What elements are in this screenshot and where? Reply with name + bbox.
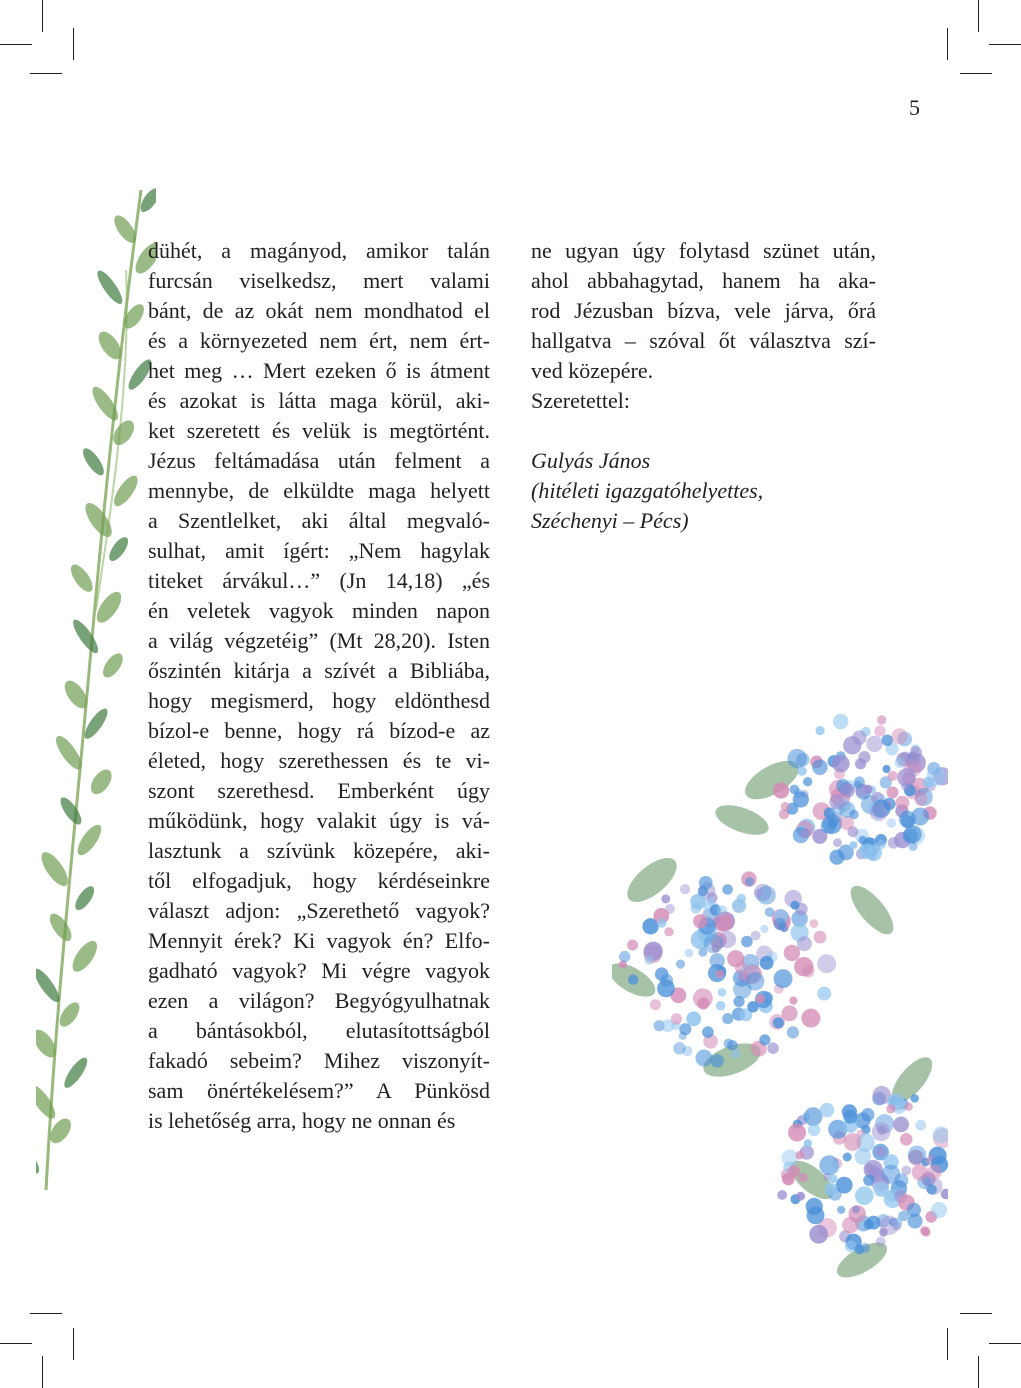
hydrangea-petal (716, 970, 724, 978)
hydrangea-petal (722, 1013, 733, 1024)
crop-mark (42, 1356, 43, 1388)
hydrangea-petal (931, 1202, 947, 1218)
hydrangea-petal (737, 894, 747, 904)
hydrangea-leaf (620, 850, 684, 910)
hydrangea-petal (915, 1120, 926, 1131)
hydrangea-petal (829, 794, 844, 809)
hydrangea-petal (833, 714, 848, 729)
vine-leaf (68, 937, 102, 976)
text-line: titeket árvákul…” (Jn 14,18) „és (148, 568, 490, 593)
signature-school: Széchenyi – Pécs) (531, 508, 689, 533)
hydrangea-petal (843, 736, 861, 754)
hydrangea-petal (886, 1104, 895, 1113)
hydrangea-petal (854, 781, 862, 789)
hydrangea-petal (908, 1146, 927, 1165)
hydrangea-petal (855, 1245, 865, 1255)
hydrangea-petal (704, 934, 724, 954)
text-line: őszintén kitárja a szívét a Bibliába, (148, 658, 490, 683)
hydrangea-petal (876, 1237, 886, 1247)
text-line: ved közepére. (531, 358, 654, 383)
hydrangea-petal (832, 755, 849, 772)
hydrangea-petal (702, 1026, 714, 1038)
vine-leaf (99, 650, 127, 681)
hydrangea-petal (789, 997, 797, 1005)
crop-mark (960, 1313, 992, 1314)
text-line: gadható vagyok? Mi végre vagyok (148, 958, 490, 983)
hydrangea-petal (891, 728, 907, 744)
hydrangea-petal (870, 803, 888, 821)
vine-leaf (36, 1081, 60, 1122)
text-line: ket szeretett és velük is megtörtént. (148, 418, 490, 443)
hydrangea-petal (821, 818, 837, 834)
hydrangea-petal (875, 1146, 886, 1157)
hydrangea-petal (808, 1124, 821, 1137)
text-line: a Szentlelket, aki által megvaló- (148, 508, 490, 533)
vine-illustration (36, 180, 156, 1190)
hydrangea-petal (788, 1165, 800, 1177)
hydrangea-petal (798, 1173, 807, 1182)
text-line: ahol abbahagytad, hanem ha aka- (531, 268, 876, 293)
vine-leaf (73, 821, 105, 859)
hydrangea-petal (731, 1049, 741, 1059)
vine-leaf (87, 766, 116, 798)
hydrangea-petal (895, 757, 906, 768)
hydrangea-petal (914, 793, 927, 806)
hydrangea-petal (825, 1160, 839, 1174)
text-line: Mennyit érek? Ki vagyok én? Elfo- (148, 928, 490, 953)
hydrangea-petal (850, 841, 858, 849)
text-line: sam önértékelésem?” A Pünkösd (148, 1078, 490, 1103)
hydrangea-petal (882, 735, 894, 747)
crop-mark (30, 1313, 62, 1314)
text-line: lasztunk a szívünk közepére, aki- (148, 838, 490, 863)
hydrangea-petal (773, 1017, 784, 1028)
vine-leaf (37, 848, 73, 890)
hydrangea-petal (733, 996, 744, 1007)
text-line: és azokat is látta maga körül, aki- (148, 388, 490, 413)
vine-leaf (93, 267, 126, 307)
text-line: mennybe, de elküldte maga helyett (148, 478, 490, 503)
hydrangea-petal (881, 1165, 900, 1184)
hydrangea-petal (852, 1206, 860, 1214)
hydrangea-petal (825, 1183, 838, 1196)
crop-mark (947, 1328, 948, 1360)
hydrangea-petal (814, 931, 827, 944)
hydrangea-petal (727, 950, 744, 967)
hydrangea-petal (858, 751, 870, 763)
text-line: het meg … Mert ezeken ő is átment (148, 358, 490, 383)
hydrangea-petal (782, 1005, 798, 1021)
hydrangea-petal (801, 1009, 820, 1028)
hydrangea-petal (777, 1190, 787, 1200)
hydrangea-petal (863, 785, 872, 794)
hydrangea-leaf (844, 879, 901, 940)
hydrangea-petal (874, 1181, 889, 1196)
crop-mark (989, 44, 1021, 45)
hydrangea-petal (657, 918, 666, 927)
hydrangea-petal (679, 1032, 687, 1040)
hydrangea-petal (900, 1133, 913, 1146)
hydrangea-petal (901, 782, 910, 791)
hydrangea-petal (664, 927, 673, 936)
hydrangea-petal (790, 901, 799, 910)
hydrangea-petal (905, 1103, 913, 1111)
hydrangea-petal (627, 940, 638, 951)
vine-leaf (79, 445, 107, 478)
hydrangea-petal (927, 1165, 942, 1180)
crop-mark (978, 0, 979, 32)
hydrangea-petal (802, 965, 814, 977)
hydrangea-petal (718, 988, 727, 997)
hydrangea-petal (901, 1166, 911, 1176)
hydrangea-petal (767, 1042, 779, 1054)
signature-role: (hitéleti igazgatóhelyettes, (531, 478, 764, 503)
hydrangea-petal (888, 771, 898, 781)
hydrangea-petal (807, 1206, 825, 1224)
hydrangea-petal (820, 1103, 834, 1117)
hydrangea-petal (817, 987, 831, 1001)
closing-line: Szeretettel: (531, 388, 630, 413)
vine-leaf (106, 534, 132, 564)
crop-mark (947, 28, 948, 60)
hydrangea-petal (877, 715, 886, 724)
text-line: én veletek vagyok minden napon (148, 598, 490, 623)
hydrangea-petal (906, 752, 920, 766)
left-text-column (148, 236, 490, 1136)
hydrangea-petal (722, 884, 733, 895)
hydrangea-petal (893, 1117, 909, 1133)
text-line: ne ugyan úgy folytasd szünet után, (531, 238, 876, 263)
hydrangea-petal (872, 1122, 891, 1141)
text-line: a bántásokból, elutasítottságból (148, 1018, 490, 1043)
hydrangea-petal (867, 1216, 881, 1230)
hydrangea-petal (803, 777, 812, 786)
hydrangea-petal (801, 828, 811, 838)
hydrangea-petal (844, 1133, 862, 1151)
hydrangea-petal (907, 1203, 921, 1217)
hydrangea-petal (829, 850, 844, 865)
text-line: től elfogadjuk, hogy kérdéseinkre (148, 868, 490, 893)
hydrangea-petal (941, 1189, 948, 1199)
hydrangea-petal (874, 725, 885, 736)
hydrangea-petal (759, 1034, 770, 1045)
hydrangea-petal (840, 783, 855, 798)
signature-name: Gulyás János (531, 448, 651, 473)
hydrangea-petal (751, 931, 761, 941)
hydrangea-petal (861, 1108, 874, 1121)
text-line: hallgatva – szóval őt választva szí- (531, 328, 876, 353)
hydrangea-petal (887, 818, 896, 827)
hydrangea-petal (660, 974, 673, 987)
hydrangea-petal (923, 777, 934, 788)
hydrangea-petal (717, 905, 728, 916)
hydrangea-petal (809, 1225, 828, 1244)
text-line: hogy megismerd, hogy eldönthesd (148, 688, 490, 713)
hydrangea-petal (747, 1001, 758, 1012)
right-text-column (531, 236, 876, 536)
hydrangea-petal (619, 951, 630, 962)
vine-leaf (46, 910, 76, 944)
hydrangea-petal (855, 1186, 874, 1205)
hydrangea-petal (793, 791, 809, 807)
hydrangea-petal (879, 1228, 888, 1237)
hydrangea-petal (685, 949, 694, 958)
hydrangea-petal (673, 1042, 686, 1055)
hydrangea-petal (755, 889, 763, 897)
hydrangea-petal (796, 1192, 805, 1201)
hydrangea-petal (883, 765, 891, 773)
hydrangea-petal (693, 914, 707, 928)
hydrangea-petal (817, 954, 836, 973)
hydrangea-petal (912, 1164, 928, 1180)
hydrangea-petal (773, 782, 789, 798)
hydrangea-petal (797, 936, 812, 951)
crop-mark (73, 1328, 74, 1360)
crop-mark (989, 1343, 1021, 1344)
hydrangea-petal (887, 786, 899, 798)
hydrangea-petal (858, 836, 867, 845)
hydrangea-petal (680, 884, 690, 894)
hydrangea-petal (859, 844, 875, 860)
vine-leaf (72, 883, 98, 913)
text-line: szont szerethesd. Emberként úgy (148, 778, 490, 803)
hydrangea-petal (756, 994, 765, 1003)
crop-mark (960, 73, 992, 74)
hydrangea-petal (865, 1163, 875, 1173)
text-line: bánt, de az okát nem mondhatod el (148, 298, 490, 323)
text-line: ezen a világon? Begyógyulhatnak (148, 988, 490, 1013)
text-line: fakadó sebeim? Mihez viszonyít- (148, 1048, 490, 1073)
hydrangea-petal (903, 828, 918, 843)
text-line: dühét, a magányod, amikor talán (148, 238, 490, 263)
text-line: rod Jézusban bízva, vele járva, őrá (531, 298, 876, 323)
hydrangea-petal (866, 736, 882, 752)
text-line: Jézus feltámadása után felment a (148, 448, 490, 473)
hydrangea-petal (698, 886, 708, 896)
text-line: is lehetőség arra, hogy ne onnan és (148, 1108, 456, 1133)
crop-mark (0, 44, 32, 45)
hydrangea-petal (804, 1139, 812, 1147)
hydrangea-petal (781, 802, 790, 811)
hydrangea-petal (922, 1228, 931, 1237)
hydrangea-petal (833, 838, 842, 847)
vine-leaf (69, 617, 102, 657)
crop-mark (42, 0, 43, 32)
hydrangea-petal (628, 974, 638, 984)
page-number: 5 (909, 95, 920, 120)
hydrangea-petal (877, 840, 886, 849)
hydrangea-petal (671, 1013, 682, 1024)
hydrangea-petal (810, 919, 819, 928)
text-line: sulhat, amit ígért: „Nem hagylak (148, 538, 490, 563)
hydrangea-petal (760, 925, 768, 933)
hydrangea-petal (804, 1107, 823, 1126)
hydrangea-petal (760, 956, 774, 970)
crop-mark (73, 28, 74, 60)
hydrangea-petal (765, 907, 775, 917)
hydrangea-leaf (712, 799, 773, 841)
hydrangea-illustration (612, 700, 948, 1300)
hydrangea-petal (812, 759, 828, 775)
hydrangea-petal (843, 1153, 852, 1162)
hydrangea-petal (644, 955, 654, 965)
hydrangea-petal (676, 960, 685, 969)
hydrangea-petal (829, 1174, 838, 1183)
hydrangea-petal (746, 972, 765, 991)
text-line: életed, hogy szerethessen és te vi- (148, 748, 490, 773)
hydrangea-petal (788, 1124, 806, 1142)
hydrangea-petal (855, 1148, 872, 1165)
vine-leaf (61, 1055, 91, 1091)
hydrangea-petal (849, 810, 858, 819)
vine-leaf (57, 794, 85, 827)
crop-mark (30, 73, 62, 74)
hydrangea-petal (784, 945, 800, 961)
hydrangea-petal (745, 877, 754, 886)
crop-mark (0, 1343, 32, 1344)
hydrangea-petal (696, 1050, 713, 1067)
hydrangea-petal (693, 988, 713, 1008)
hydrangea-petal (816, 726, 825, 735)
hydrangea-petal (796, 1151, 805, 1160)
hydrangea-petal (650, 999, 661, 1010)
hydrangea-petal (863, 1175, 875, 1187)
hydrangea-petal (686, 1011, 701, 1026)
text-line: a világ végzetéig” (Mt 28,20). Isten (148, 628, 490, 653)
hydrangea-petal (711, 1054, 724, 1067)
crop-mark (978, 1356, 979, 1388)
text-line: választ adjon: „Szerethető vagyok? (148, 898, 490, 923)
vine-leaf (36, 1143, 43, 1176)
text-line: furcsán viselkedsz, mert valami (148, 268, 490, 293)
hydrangea-petal (888, 837, 900, 849)
hydrangea-petal (927, 1184, 937, 1194)
text-line: működünk, hogy valakit úgy is vá- (148, 808, 490, 833)
hydrangea-petal (774, 969, 793, 988)
text-line: bízol-e benne, hogy rá bízod-e az (148, 718, 490, 743)
hydrangea-petal (787, 749, 807, 769)
hydrangea-petal (911, 1094, 919, 1102)
hydrangea-petal (837, 1206, 845, 1214)
hydrangea-petal (895, 796, 909, 810)
hydrangea-petal (787, 1026, 799, 1038)
hydrangea-petal (843, 1110, 857, 1124)
hydrangea-petal (909, 842, 918, 851)
hydrangea-petal (661, 894, 670, 903)
hydrangea-petal (774, 918, 787, 931)
hydrangea-petal (716, 1001, 726, 1011)
hydrangea-petal (911, 808, 929, 826)
text-line: és a környezeted nem ért, nem ért- (148, 328, 490, 353)
vine-leaf (67, 561, 97, 595)
